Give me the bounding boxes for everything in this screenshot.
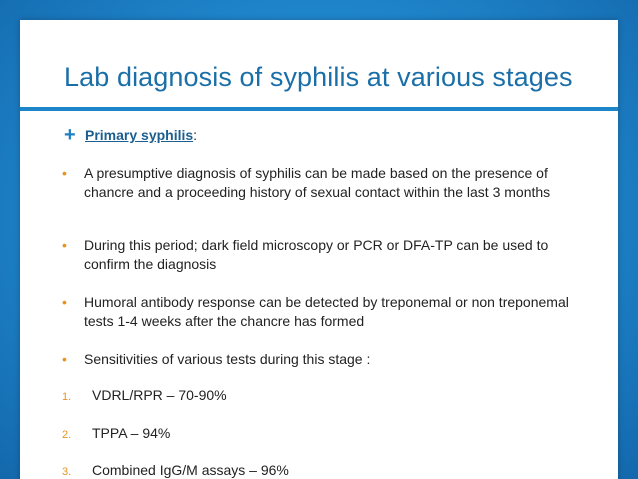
numbered-item — [62, 386, 614, 405]
bullet-text: During this period; dark field microscopy or PCR or DFA-TP can be used to confirm the diagnosis — [84, 237, 549, 272]
bullet-item — [62, 293, 614, 331]
slide-title: Lab diagnosis of syphilis at various stages — [64, 62, 573, 92]
numbered-text: TPPA – 94% — [92, 425, 171, 441]
numbered-item — [62, 424, 614, 443]
item-number: 1. — [62, 391, 72, 403]
bullet-dot-icon: • — [62, 237, 67, 253]
numbered-text: VDRL/RPR – 70-90% — [92, 387, 227, 403]
bullet-dot-icon: • — [62, 165, 67, 181]
bullet-item — [62, 350, 614, 369]
title-divider — [20, 107, 618, 111]
heading-suffix: : — [193, 127, 198, 143]
bullet-text: Humoral antibody response can be detected by treponemal or non treponemal tests 1-4 weeks after the chancre has formed — [84, 294, 569, 329]
bullet-text: A presumptive diagnosis of syphilis can be made based on the presence of chancre and a proceeding history of sexual contact within the last 3 months — [84, 165, 551, 200]
item-number: 3. — [62, 466, 72, 478]
bullet-dot-icon: • — [62, 294, 67, 310]
bullet-item — [62, 236, 614, 274]
numbered-item — [62, 461, 614, 479]
heading-label: Primary syphilis — [85, 127, 194, 143]
bullet-dot-icon: • — [62, 351, 67, 367]
bullet-item — [62, 164, 614, 202]
plus-icon: + — [64, 124, 76, 146]
bullet-text: Sensitivities of various tests during this stage : — [84, 351, 371, 367]
item-number: 2. — [62, 429, 72, 441]
numbered-text: Combined IgG/M assays – 96% — [92, 462, 289, 478]
